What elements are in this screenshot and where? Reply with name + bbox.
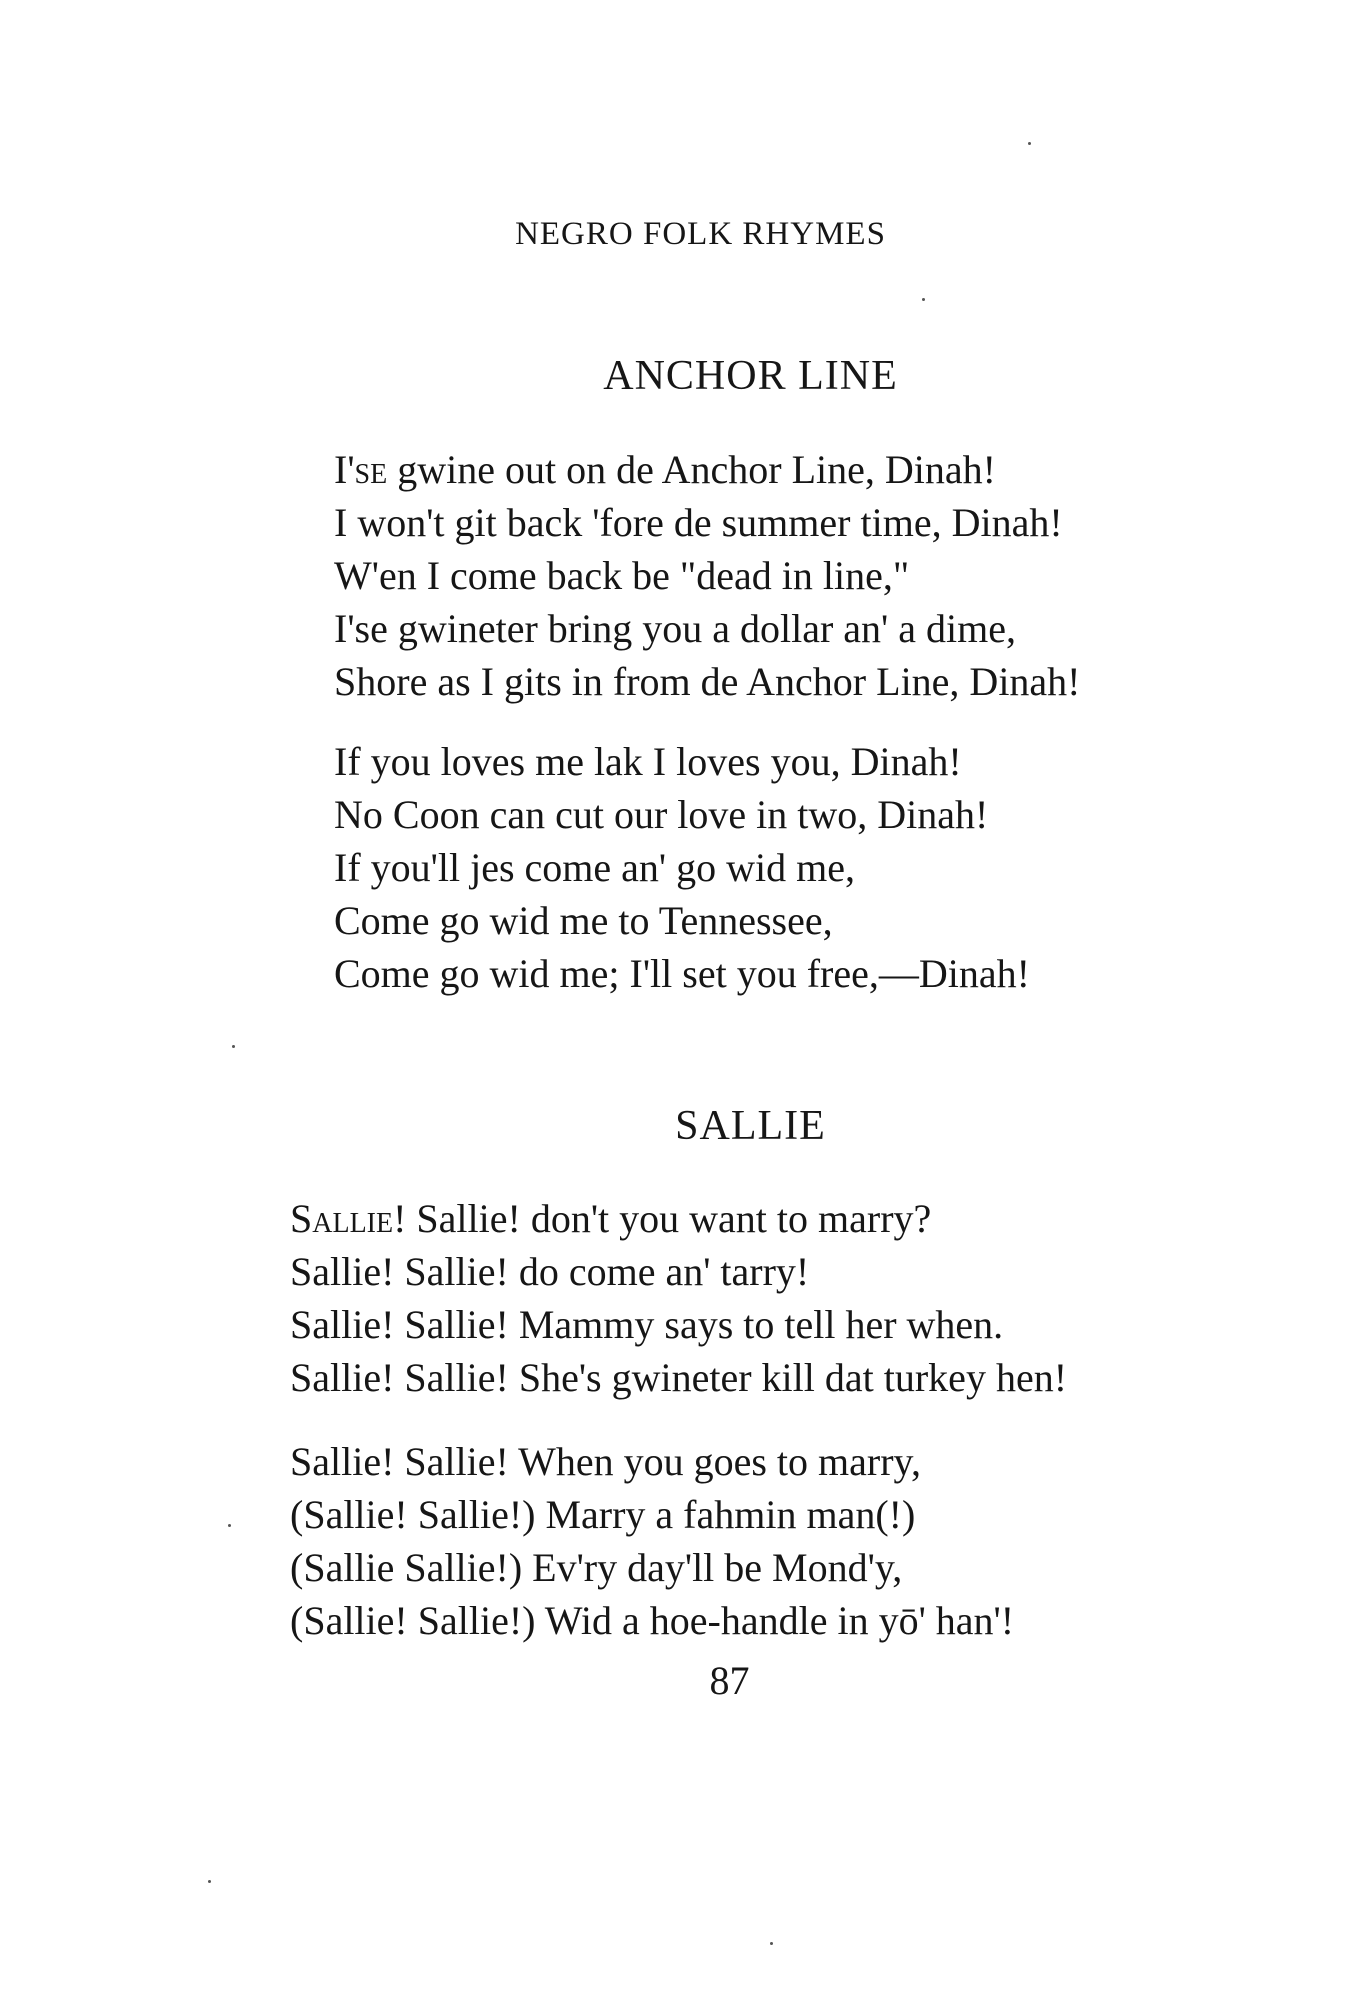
line-text: ! Sallie! don't you want to marry? (393, 1196, 932, 1241)
stanza-anchor-line-1 (334, 443, 1081, 708)
stanza-sallie-1 (290, 1192, 1067, 1404)
poem-line: W'en I come back be "dead in line," (334, 553, 910, 598)
print-speck (228, 1524, 231, 1527)
poem-line: No Coon can cut our love in two, Dinah! (334, 792, 989, 837)
poem-line: Sallie! Sallie! Mammy says to tell her when. (290, 1302, 1004, 1347)
page-number: 87 (709, 1658, 750, 1703)
poem-line: If you'll jes come an' go wid me, (334, 845, 855, 890)
print-speck (922, 298, 925, 301)
poem-title-anchor-line: ANCHOR LINE (603, 353, 898, 399)
poem-line: (Sallie! Sallie!) Wid a hoe-handle in yō' han'! (290, 1598, 1015, 1643)
poem-line: Sallie! Sallie! When you goes to marry, (290, 1439, 921, 1484)
poem-line (334, 443, 1081, 496)
poem-line: If you loves me lak I loves you, Dinah! (334, 739, 962, 784)
print-speck (232, 1045, 235, 1048)
print-speck (1028, 142, 1031, 145)
print-speck (770, 1942, 773, 1945)
print-speck (208, 1880, 211, 1883)
poem-line (290, 1192, 1067, 1245)
stanza-anchor-line-2 (334, 735, 1030, 1000)
line-lead: Sallie (290, 1196, 394, 1241)
poem-line: (Sallie Sallie!) Ev'ry day'll be Mond'y, (290, 1545, 903, 1590)
poem-line: Come go wid me to Tennessee, (334, 898, 833, 943)
poem-line: I won't git back 'fore de summer time, Dinah! (334, 500, 1063, 545)
poem-line: I'se gwineter bring you a dollar an' a dime, (334, 606, 1016, 651)
stanza-sallie-2 (290, 1435, 1014, 1647)
line-lead: I'se (334, 447, 388, 492)
line-text: gwine out on de Anchor Line, Dinah! (387, 447, 996, 492)
running-head: NEGRO FOLK RHYMES (515, 216, 886, 252)
poem-line: (Sallie! Sallie!) Marry a fahmin man(!) (290, 1492, 916, 1537)
poem-line: Come go wid me; I'll set you free,—Dinah! (334, 951, 1030, 996)
poem-line: Shore as I gits in from de Anchor Line, Dinah! (334, 659, 1081, 704)
poem-title-sallie: SALLIE (675, 1103, 826, 1149)
poem-line: Sallie! Sallie! do come an' tarry! (290, 1249, 810, 1294)
poem-line: Sallie! Sallie! She's gwineter kill dat turkey hen! (290, 1355, 1068, 1400)
